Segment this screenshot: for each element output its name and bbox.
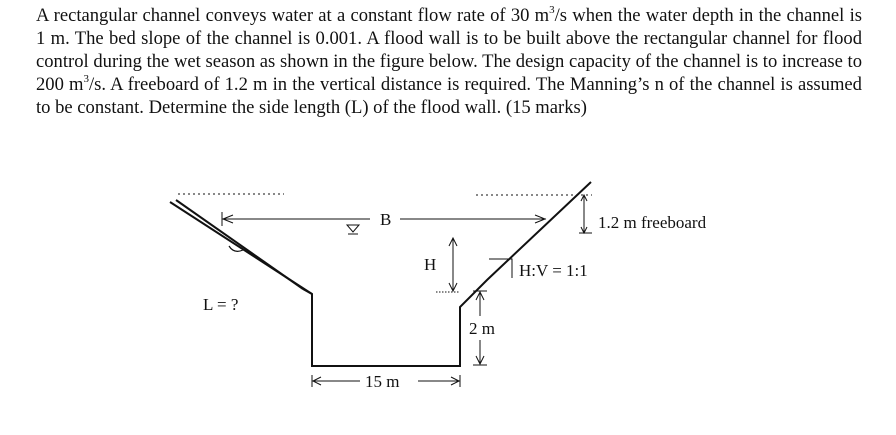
superscript-3: 3 (549, 3, 555, 16)
problem-text-part-3: /s. A freeboard of 1.2 m in the vertical distance is required. The Manning’s n of the channel is assumed to be constant. Determine the side length (L) of the flood wall. (15 marks) (36, 74, 862, 118)
label-B: B (380, 210, 392, 229)
label-H: H (424, 255, 437, 274)
superscript-3: 3 (83, 72, 89, 85)
water-surface-triangle-icon (347, 225, 359, 232)
label-L: L = ? (203, 295, 239, 314)
problem-text-part-2: /s when the water depth in the channel is 1 m. The bed slope of the channel is 0.001. A flood wall is to be built above the rectangular channel for flood control during the wet season as shown in the figure below. The design capacity of the channel is to increase to 200 m (36, 5, 862, 95)
left-flood-wall-inner (176, 200, 303, 289)
label-15m: 15 m (365, 372, 400, 391)
label-slope-ratio: H:V = 1:1 (519, 261, 588, 280)
label-freeboard: 1.2 m freeboard (598, 213, 707, 232)
problem-text-part-1: A rectangular channel conveys water at a constant flow rate of 30 m (36, 5, 550, 26)
label-2m: 2 m (469, 319, 495, 338)
